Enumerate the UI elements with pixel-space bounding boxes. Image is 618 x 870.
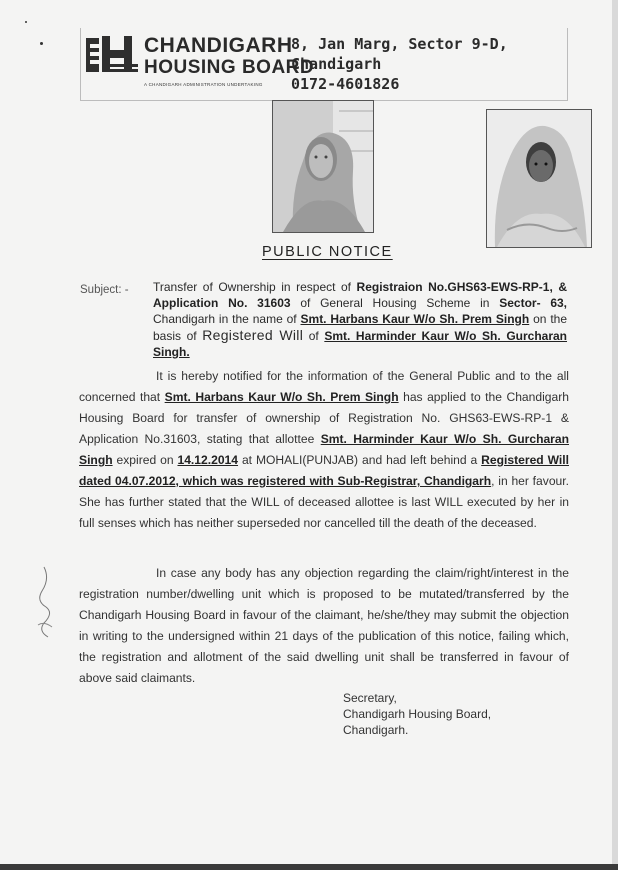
subject-label: Subject: - xyxy=(80,284,129,296)
subject-part: Chandigarh in the name of xyxy=(153,312,301,326)
speck xyxy=(25,21,27,23)
subject-part: on the basis of xyxy=(153,312,568,343)
handwritten-mark-icon xyxy=(32,565,62,645)
notice-paragraph-2 xyxy=(79,563,569,689)
speck xyxy=(40,42,43,45)
registered-will: Registered Will xyxy=(202,327,304,343)
claimant-name: Smt. Harbans Kaur W/o Sh. Prem Singh xyxy=(164,390,399,404)
will-registration: Registered Will dated 04.07.2012, which was registered with Sub-Registrar, Chandigarh xyxy=(79,453,569,488)
sector: Sector- 63, xyxy=(499,296,568,310)
para-text: It is hereby notified for the information of the General Public and to the all concerned that xyxy=(79,369,569,404)
signatory-city: Chandigarh. xyxy=(343,723,409,737)
subject-part: of General Housing Scheme in xyxy=(290,296,500,310)
claimant-name: Smt. Harbans Kaur W/o Sh. Prem Singh xyxy=(300,312,530,326)
photo-allottee xyxy=(486,109,592,248)
allottee-name: Smt. Harminder Kaur W/o Sh. Gurcharan Singh. xyxy=(153,329,568,359)
scan-edge xyxy=(0,864,618,870)
phone-number: 0172-4601826 xyxy=(291,75,400,93)
signatory-title: Secretary, xyxy=(343,691,397,705)
org-tagline: A CHANDIGARH ADMINISTRATION UNDERTAKING xyxy=(144,82,263,87)
org-name-line1: CHANDIGARH xyxy=(144,34,293,57)
para-text: In case any body has any objection regarding the claim/right/interest in the registration number/dwelling unit which is proposed to be mutated/transferred by the Chandigarh Housing Board in favour of the claimant, he/she/they may submit the objection in writing to the undersigned within 21 days of the publication of this notice, failing which, the registration and allotment of the said dwelling unit shall be transferred in favour of above said claimants. xyxy=(79,566,569,685)
signature-block xyxy=(343,690,491,738)
address-line2: Chandigarh xyxy=(291,55,382,73)
photo-claimant xyxy=(272,100,374,233)
subject-part: Transfer of Ownership in respect of xyxy=(153,280,357,294)
portrait-photo-icon xyxy=(487,110,591,247)
para-text: , in her favour. She has further stated that the WILL of deceased allottee is last WILL executed by her in full senses which has neither superseded nor cancelled till the death of the deceased. xyxy=(79,474,569,530)
death-date: 14.12.2014 xyxy=(177,453,239,467)
allottee-name: Smt. Harminder Kaur W/o Sh. Gurcharan Singh xyxy=(79,432,570,467)
chb-logo-icon xyxy=(86,36,138,74)
para-text: at MOHALI(PUNJAB) and had left behind a xyxy=(238,453,482,467)
para-text: expired on xyxy=(112,453,178,467)
org-name-line2: HOUSING BOARD xyxy=(144,57,315,78)
address-line1: 8, Jan Marg, Sector 9-D, xyxy=(291,35,508,53)
subject-text xyxy=(153,279,567,360)
scan-edge xyxy=(612,0,618,870)
registration-number: Registraion No.GHS63-EWS-RP-1, & Application No. 31603 xyxy=(153,280,567,310)
portrait-photo-icon xyxy=(273,101,373,232)
notice-title: PUBLIC NOTICE xyxy=(262,244,393,260)
notice-paragraph-1 xyxy=(79,366,569,534)
subject-part: of xyxy=(303,329,325,343)
para-text: has applied to the Chandigarh Housing Board for transfer of ownership of Registration No. GHS63-EWS-RP-1 & Application No.31603, stating that allottee xyxy=(79,390,569,446)
signatory-org: Chandigarh Housing Board, xyxy=(343,707,492,721)
